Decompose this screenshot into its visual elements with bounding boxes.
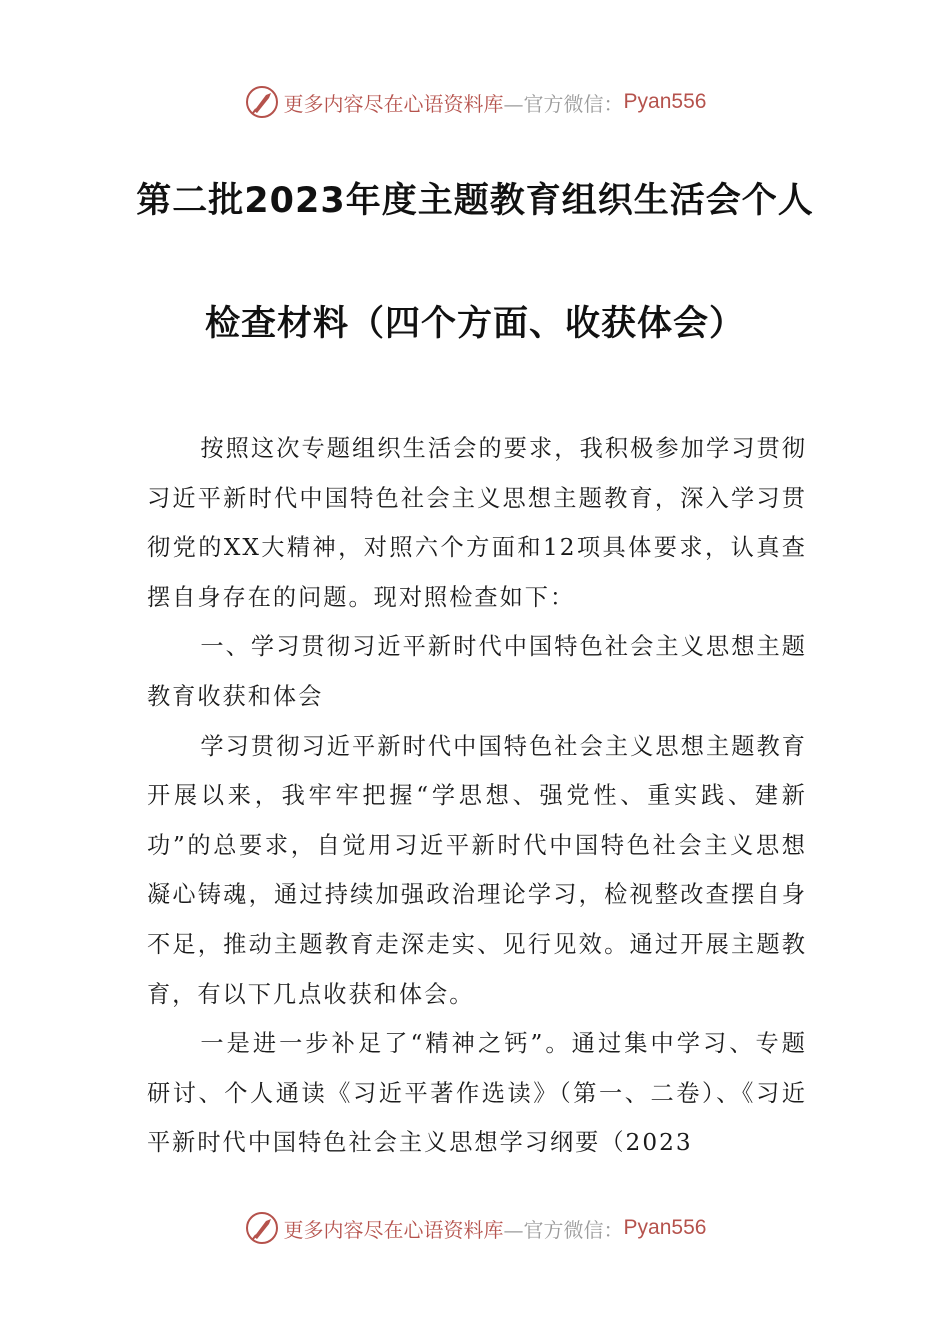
watermark-slogan: 更多内容尽在心语资料库 bbox=[283, 1217, 504, 1242]
pen-nib-logo-icon bbox=[244, 1210, 280, 1246]
watermark-wechat-id: Pyan556 bbox=[623, 1216, 707, 1239]
paragraph: 学习贯彻习近平新时代中国特色社会主义思想主题教育开展以来，我牢牢把握“学思想、强党性、重实践、建新功”的总要求，自觉用习近平新时代中国特色社会主义思想凝心铸魂，通过持续加强政治理论学习，检视整改查摆自身不足，推动主题教育走深走实、见行见效。通过开展主题教育，有以下几点收获和体会。 bbox=[147, 732, 807, 1008]
footer-watermark bbox=[0, 1208, 950, 1248]
watermark-official-label: —官方微信： bbox=[503, 1217, 624, 1242]
header-watermark bbox=[0, 82, 950, 122]
document-title-line-2: 检查材料（四个方面、收获体会） bbox=[204, 304, 745, 344]
watermark-wechat-id: Pyan556 bbox=[623, 90, 707, 113]
watermark-official-label: —官方微信： bbox=[503, 91, 624, 116]
pen-nib-logo-icon bbox=[244, 84, 280, 120]
document-body bbox=[147, 424, 807, 1168]
paragraph: 一是进一步补足了“精神之钙”。通过集中学习、专题研讨、个人通读《习近平著作选读》（第一、二卷）、《习近平新时代中国特色社会主义思想学习纲要（2023 bbox=[147, 1030, 807, 1157]
watermark-slogan: 更多内容尽在心语资料库 bbox=[283, 91, 504, 116]
paragraph: 按照这次专题组织生活会的要求，我积极参加学习贯彻习近平新时代中国特色社会主义思想主题教育，深入学习贯彻党的XX大精神，对照六个方面和12项具体要求，认真查摆自身存在的问题。现对照检查如下： bbox=[147, 435, 807, 611]
section-heading: 一、学习贯彻习近平新时代中国特色社会主义思想主题教育收获和体会 bbox=[147, 633, 807, 710]
document-title-line-1: 第二批2023年度主题教育组织生活会个人 bbox=[136, 181, 814, 221]
